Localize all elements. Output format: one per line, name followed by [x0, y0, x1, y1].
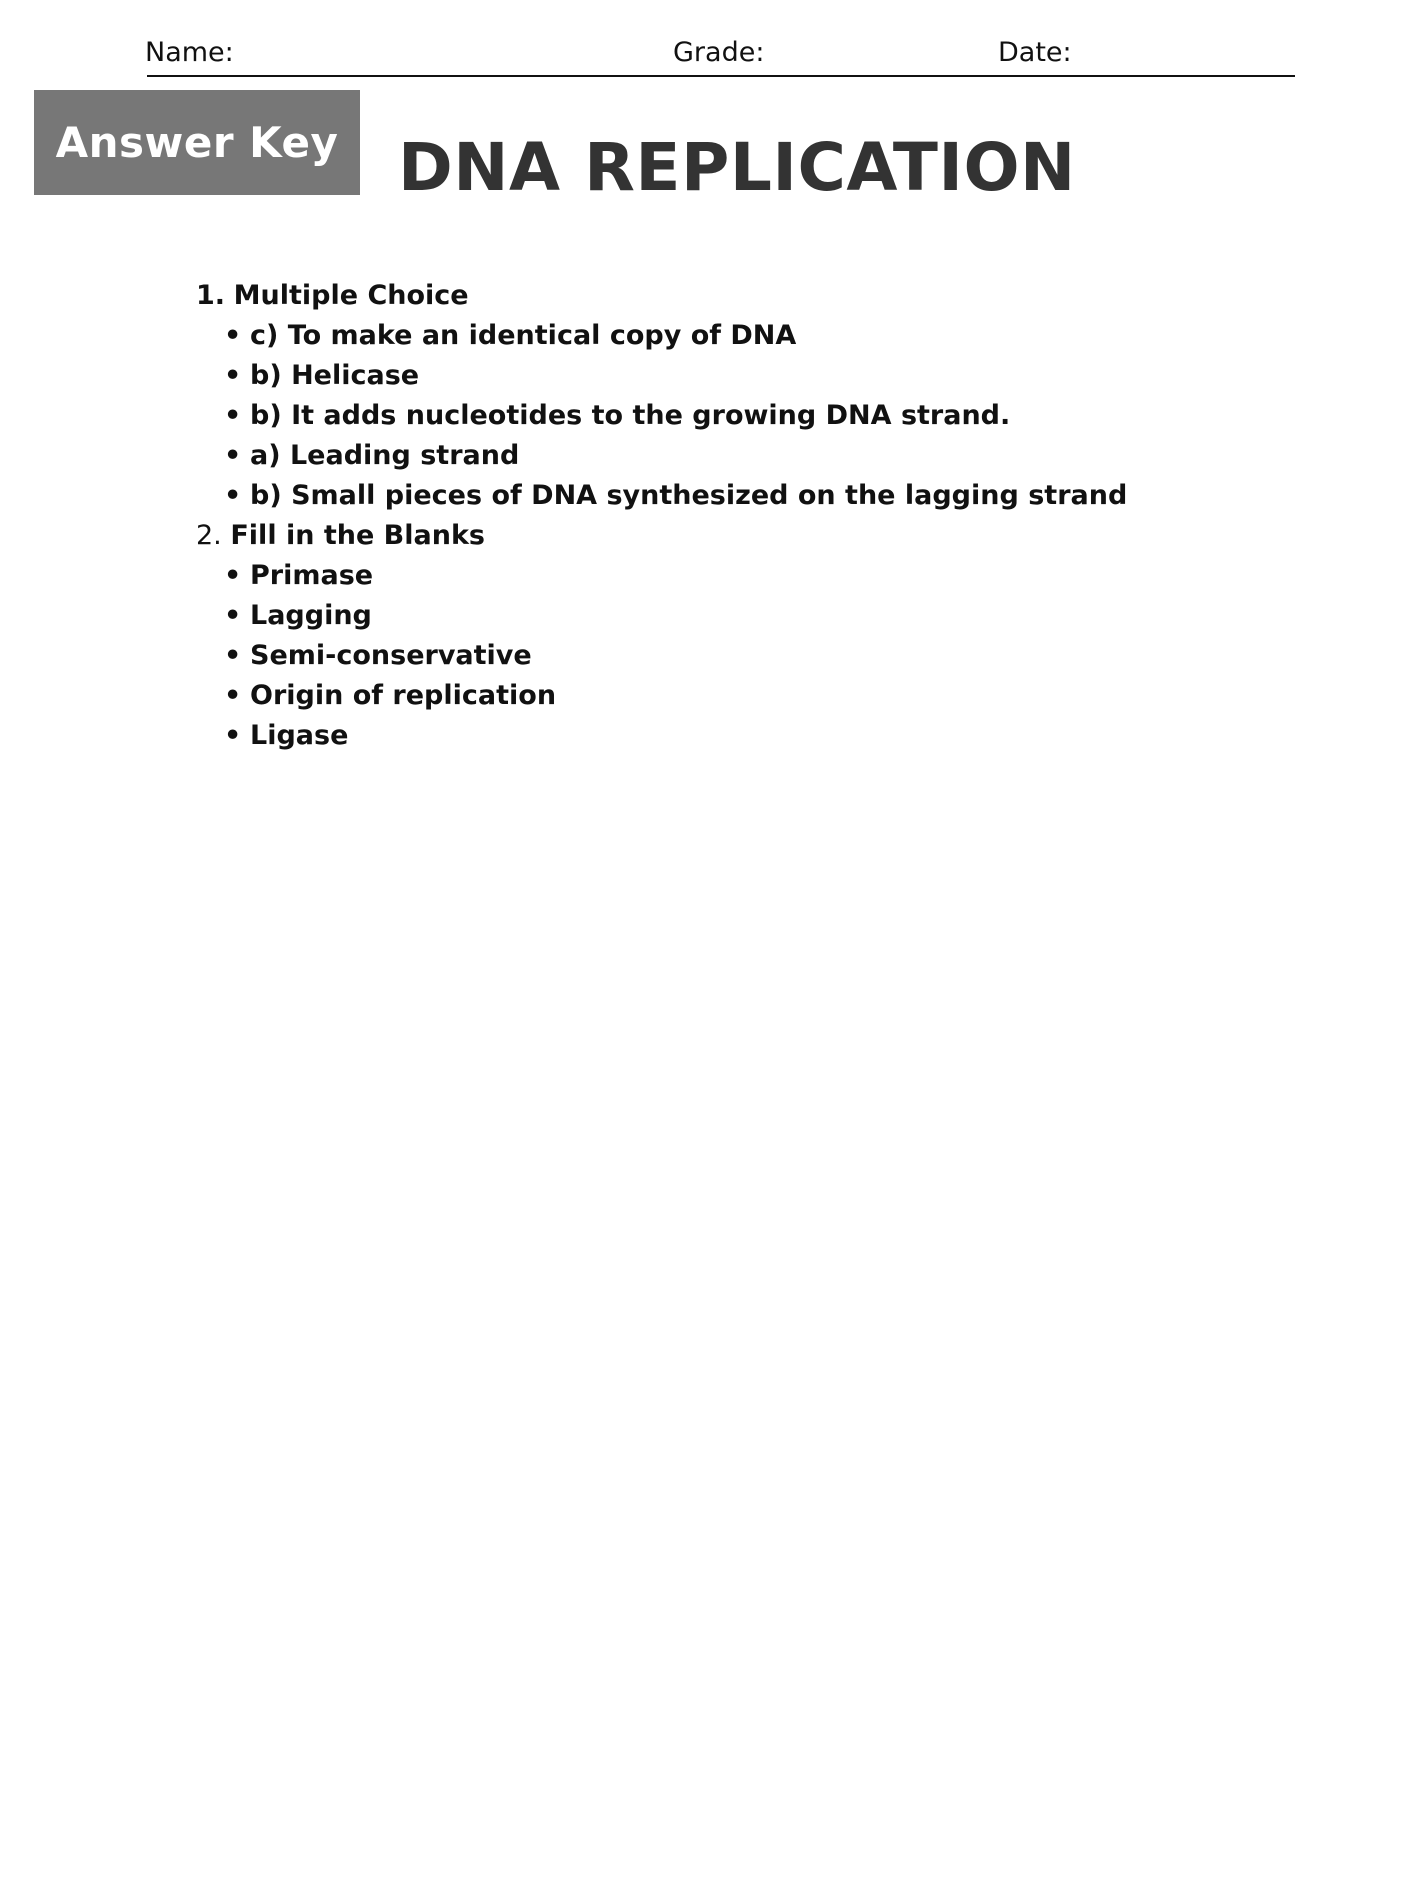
bullet-icon: • [224, 400, 242, 431]
answer-text: Ligase [250, 720, 349, 751]
section-multiple-choice [196, 276, 1346, 516]
bullet-icon: • [224, 600, 242, 631]
page-title: DNA REPLICATION [398, 129, 1076, 206]
list-item [196, 356, 1346, 396]
answer-text: b) It adds nucleotides to the growing DNA strand. [250, 400, 1011, 431]
section-heading [196, 276, 1346, 316]
name-label: Name: [145, 37, 234, 68]
answer-items [196, 556, 1346, 756]
section-label: Fill in the Blanks [230, 520, 485, 551]
answer-text: c) To make an identical copy of DNA [250, 320, 797, 351]
list-item [196, 636, 1346, 676]
section-number: 2. [196, 520, 222, 551]
list-item [196, 316, 1346, 356]
bullet-icon: • [224, 440, 242, 471]
section-label: Multiple Choice [233, 280, 469, 311]
header-underline [147, 75, 1295, 77]
answer-key-badge: Answer Key [34, 90, 360, 195]
list-item [196, 556, 1346, 596]
answer-text: b) Helicase [250, 360, 420, 391]
list-item [196, 596, 1346, 636]
bullet-icon: • [224, 480, 242, 511]
answer-text: Primase [250, 560, 374, 591]
answer-text: b) Small pieces of DNA synthesized on the lagging strand [250, 480, 1128, 511]
answer-items [196, 316, 1346, 516]
grade-label: Grade: [673, 37, 765, 68]
section-number: 1. [196, 280, 226, 311]
answer-text: Semi-conservative [250, 640, 532, 671]
list-item [196, 716, 1346, 756]
bullet-icon: • [224, 360, 242, 391]
list-item [196, 436, 1346, 476]
bullet-icon: • [224, 560, 242, 591]
date-label: Date: [998, 37, 1072, 68]
answer-list [196, 276, 1346, 756]
answer-text: a) Leading strand [250, 440, 520, 471]
bullet-icon: • [224, 320, 242, 351]
section-fill-in-the-blanks [196, 516, 1346, 756]
bullet-icon: • [224, 680, 242, 711]
list-item [196, 476, 1346, 516]
list-item [196, 396, 1346, 436]
section-heading [196, 516, 1346, 556]
bullet-icon: • [224, 720, 242, 751]
list-item [196, 676, 1346, 716]
bullet-icon: • [224, 640, 242, 671]
answer-text: Lagging [250, 600, 372, 631]
answer-text: Origin of replication [250, 680, 557, 711]
